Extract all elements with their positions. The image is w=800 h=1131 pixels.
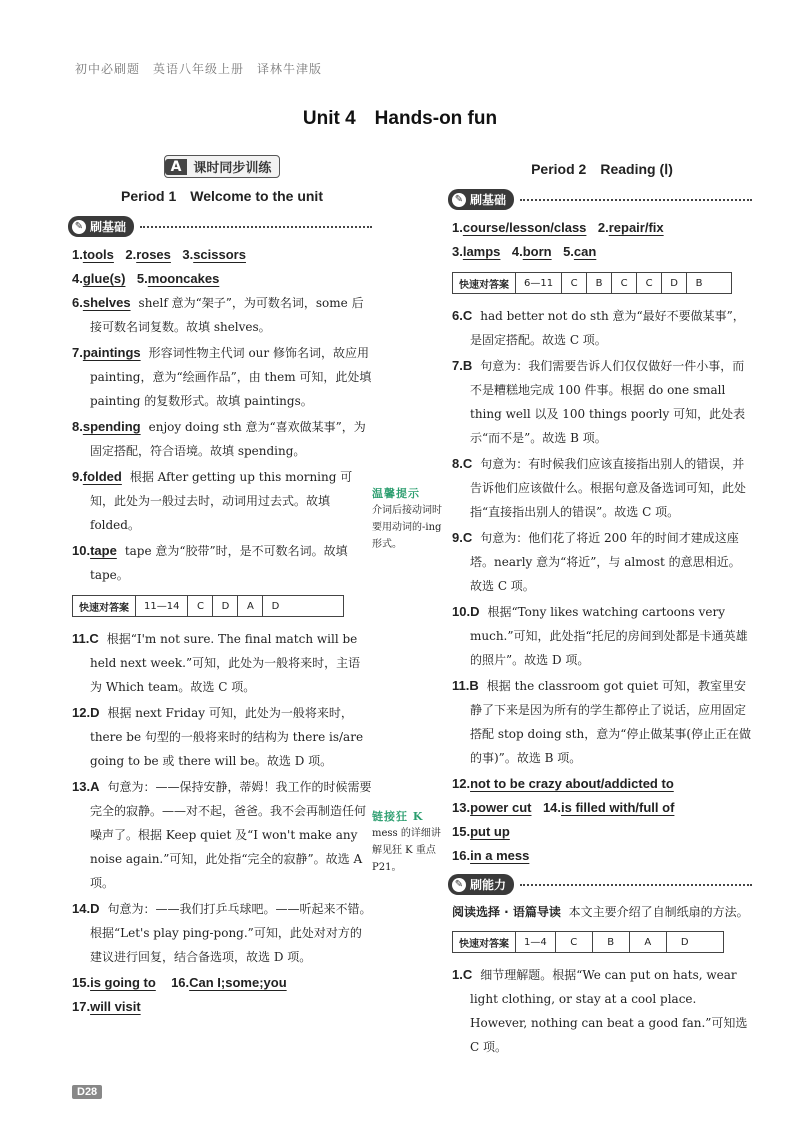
pen-icon: ✎ bbox=[72, 220, 86, 234]
ability-tag-label: 刷能力 bbox=[470, 878, 507, 892]
answer-text: tools bbox=[82, 247, 114, 262]
answer-key: D bbox=[470, 604, 480, 619]
item-number: 1. bbox=[72, 247, 83, 262]
answer-key: C bbox=[462, 456, 473, 471]
dotted-divider bbox=[520, 884, 752, 886]
answer-text: scissors bbox=[193, 247, 246, 262]
quick-answer-range: 11—14 bbox=[136, 596, 188, 616]
dotted-divider bbox=[140, 226, 372, 228]
explanation-item bbox=[72, 539, 372, 587]
quick-answer-table bbox=[452, 931, 724, 953]
item-number: 7. bbox=[452, 358, 463, 373]
answer-text: put up bbox=[470, 824, 510, 839]
banner-label: 课时同步训练 bbox=[193, 161, 272, 176]
answer-row bbox=[452, 844, 752, 868]
explanation-item bbox=[452, 304, 752, 352]
answer-text: is filled with/full of bbox=[561, 800, 675, 815]
item-number: 5. bbox=[136, 271, 148, 286]
item-number: 6. bbox=[72, 295, 83, 310]
answer-row bbox=[72, 995, 372, 1019]
basic-tag-label: 刷基础 bbox=[470, 193, 507, 207]
explanation-item bbox=[452, 963, 752, 1059]
answer-row bbox=[72, 971, 372, 995]
period-2-title: Period 2 Reading (Ⅰ) bbox=[531, 161, 673, 177]
answer-row bbox=[452, 216, 752, 240]
answer-key: C bbox=[462, 530, 473, 545]
answer-key: D bbox=[90, 705, 100, 720]
explanation-text: 根据“I'm not sure. The final match will be held next week.”可知，此处为一般将来时，主语为 Which team。故选 C 项。 bbox=[90, 632, 361, 694]
banner-box bbox=[164, 155, 281, 178]
quick-answer-cell: C bbox=[637, 273, 662, 293]
item-number: 13. bbox=[72, 779, 91, 794]
right-column bbox=[452, 155, 752, 1061]
answer-key: B bbox=[469, 678, 479, 693]
explanation-item bbox=[452, 452, 752, 524]
item-number: 17. bbox=[72, 999, 91, 1014]
explanation-item bbox=[72, 465, 372, 537]
explanation-item bbox=[72, 701, 372, 773]
answer-text: mooncakes bbox=[147, 271, 220, 286]
explanation-item bbox=[452, 526, 752, 598]
dotted-divider bbox=[520, 199, 752, 201]
answer-text: can bbox=[573, 244, 597, 259]
banner-letter: A bbox=[165, 159, 188, 175]
explanation-text: 句意为：——保持安静，蒂姆！我工作的时候需要完全的寂静。——对不起，爸爸。我不会再制造任何噪声了。根据 Keep quiet 及“I won't make any noise again.”可知，此处指“完全的寂静”。故选 A 项。 bbox=[90, 780, 372, 890]
item-number: 4. bbox=[511, 244, 523, 259]
item-number: 9. bbox=[72, 469, 83, 484]
section-banner bbox=[72, 155, 372, 178]
item-number: 3. bbox=[452, 244, 463, 259]
explanation-item bbox=[72, 897, 372, 969]
explanation-item bbox=[72, 415, 372, 463]
item-number: 11. bbox=[452, 678, 470, 693]
explanation-item bbox=[72, 341, 372, 413]
quick-answer-label: 快速对答案 bbox=[73, 596, 136, 616]
explanation-text: 细节理解题。根据“We can put on hats, wear light clothing, or stay at a cool place. However, nothing can beat a good fan.”可知选 C 项。 bbox=[470, 968, 748, 1054]
pen-icon: ✎ bbox=[452, 878, 466, 892]
unit-title: Unit 4 Hands-on fun bbox=[302, 108, 498, 129]
item-number: 11. bbox=[72, 631, 90, 646]
tag-row-basic bbox=[68, 216, 372, 237]
answer-text: will visit bbox=[90, 999, 141, 1014]
item-number: 16. bbox=[171, 975, 190, 990]
item-number: 2. bbox=[597, 220, 609, 235]
quick-answer-cell: D bbox=[680, 936, 689, 948]
item-number: 13. bbox=[452, 800, 471, 815]
explanation-text: 句意为：我们需要告诉人们仅仅做好一件小事，而不是糟糕地完成 100 件事。根据 do one small thing well 以及 100 things poorly 可知，此处表示“而不是”。故选 B 项。 bbox=[470, 359, 746, 445]
quick-answer-label: 快速对答案 bbox=[453, 273, 516, 293]
item-number: 3. bbox=[182, 247, 194, 262]
item-number: 9. bbox=[452, 530, 463, 545]
item-number: 8. bbox=[72, 419, 83, 434]
page-number: D28 bbox=[72, 1085, 102, 1099]
quick-answer-cell: D bbox=[662, 273, 687, 293]
item-number: 1. bbox=[452, 967, 463, 982]
answer-text: not to be crazy about/addicted to bbox=[470, 776, 674, 791]
answer-key: paintings bbox=[82, 345, 141, 360]
answer-row bbox=[452, 240, 752, 264]
item-number: 14. bbox=[72, 901, 91, 916]
explanation-text: had better not do sth 意为“最好不要做某事”，是固定搭配。故选 C 项。 bbox=[470, 309, 745, 347]
quick-answer-cell: C bbox=[556, 932, 593, 952]
item-number: 15. bbox=[452, 824, 471, 839]
quick-answer-range: 1—4 bbox=[516, 932, 556, 952]
quick-answer-cell: D bbox=[271, 600, 280, 612]
quick-answer-cell: C bbox=[188, 596, 213, 616]
explanation-text: 句意为：他们花了将近 200 年的时间才建成这座塔。nearly 意为“将近”，与 almost 的意思相近。故选 C 项。 bbox=[470, 531, 741, 593]
answer-row bbox=[452, 772, 752, 796]
tag-row-basic bbox=[448, 189, 752, 210]
answer-text: Can I;some;you bbox=[189, 975, 287, 990]
reading-label: 阅读选择 · 语篇导读 bbox=[452, 905, 561, 919]
answer-key: D bbox=[90, 901, 100, 916]
link-text: mess 的详细讲解见狂 K 重点 P21。 bbox=[372, 828, 441, 873]
quick-answer-cell: D bbox=[213, 596, 238, 616]
answer-row bbox=[72, 267, 372, 291]
answer-key: tape bbox=[90, 543, 117, 558]
quick-answer-table bbox=[72, 595, 344, 617]
quick-answer-cell: A bbox=[238, 596, 263, 616]
answer-row bbox=[452, 796, 752, 820]
answer-text: in a mess bbox=[470, 848, 530, 863]
quick-answer-table bbox=[452, 272, 732, 294]
item-number: 7. bbox=[72, 345, 83, 360]
reading-intro bbox=[452, 901, 752, 923]
item-number: 8. bbox=[452, 456, 463, 471]
answer-text: repair/fix bbox=[608, 220, 664, 235]
quick-answer-range: 6—11 bbox=[516, 273, 562, 293]
margin-spacer bbox=[372, 553, 448, 808]
explanation-text: shelf 意为“架子”，为可数名词，some 后接可数名词复数。故填 shelves。 bbox=[90, 296, 364, 334]
item-number: 5. bbox=[563, 244, 574, 259]
item-number: 16. bbox=[452, 848, 471, 863]
explanation-item bbox=[452, 354, 752, 450]
reading-summary: 本文主要介绍了自制纸扇的方法。 bbox=[568, 905, 749, 919]
item-number: 10. bbox=[452, 604, 471, 619]
item-number: 14. bbox=[542, 800, 562, 815]
answer-row bbox=[452, 820, 752, 844]
answer-text: lamps bbox=[462, 244, 501, 259]
explanation-item bbox=[72, 627, 372, 699]
ability-tag bbox=[448, 874, 514, 895]
quick-answer-cell: C bbox=[562, 273, 587, 293]
explanation-item bbox=[452, 600, 752, 672]
item-number: 1. bbox=[452, 220, 463, 235]
basic-tag-label: 刷基础 bbox=[90, 220, 127, 234]
basic-tag bbox=[448, 189, 514, 210]
explanation-item bbox=[72, 291, 372, 339]
explanation-item bbox=[452, 674, 752, 770]
tip-title: 温馨提示 bbox=[372, 487, 420, 500]
pen-icon: ✎ bbox=[452, 193, 466, 207]
quick-answer-cell: B bbox=[695, 277, 703, 289]
basic-tag bbox=[68, 216, 134, 237]
answer-key: B bbox=[462, 358, 473, 373]
answer-key: folded bbox=[82, 469, 122, 484]
explanation-text: 句意为：有时候我们应该直接指出别人的错误，并告诉他们应该做什么。根据句意及备选词可知，此处指“直接指出别人的错误”。故选 C 项。 bbox=[470, 457, 747, 519]
quick-answer-cell: C bbox=[612, 273, 637, 293]
item-number: 6. bbox=[452, 308, 463, 323]
explanation-text: 根据“Tony likes watching cartoons very much.”可知，此处指“托尼的房间到处都是卡通英雄的照片”。故选 D 项。 bbox=[470, 605, 748, 667]
answer-text: is going to bbox=[90, 975, 156, 990]
margin-notes bbox=[372, 485, 448, 876]
item-number: 15. bbox=[72, 975, 91, 990]
explanation-text: 根据 the classroom got quiet 可知，教室里安静了下来是因为所有的学生都停止了说话，应用固定搭配 stop doing sth，意为“停止做某事(停止正在做的事)”。故选 B 项。 bbox=[470, 679, 752, 765]
explanation-text: enjoy doing sth 意为“喜欢做某事”，为固定搭配，符合语境。故填 spending。 bbox=[90, 420, 366, 458]
period-1-title: Period 1 Welcome to the unit bbox=[121, 188, 323, 204]
answer-row bbox=[72, 243, 372, 267]
answer-key: A bbox=[90, 779, 100, 794]
item-number: 2. bbox=[125, 247, 137, 262]
explanation-text: 根据 After getting up this morning 可知，此处为一般过去时，动词用过去式。故填 folded。 bbox=[90, 470, 353, 532]
left-column bbox=[72, 155, 372, 1019]
quick-answer-label: 快速对答案 bbox=[453, 932, 516, 952]
answer-key: C bbox=[462, 967, 473, 982]
quick-answer-cell: B bbox=[587, 273, 612, 293]
answer-text: glue(s) bbox=[82, 271, 126, 286]
link-title: 链接狂 K bbox=[372, 810, 424, 823]
explanation-item bbox=[72, 775, 372, 895]
answer-key: shelves bbox=[82, 295, 131, 310]
explanation-text: 根据 next Friday 可知，此处为一般将来时，there be 句型的一般将来时的结构为 there is/are going to be 或 there will be。故选 D 项。 bbox=[90, 706, 364, 768]
running-header: 初中必刷题 英语八年级上册 译林牛津版 bbox=[75, 62, 323, 76]
item-number: 4. bbox=[72, 271, 83, 286]
answer-key: C bbox=[89, 631, 99, 646]
explanation-text: 形容词性物主代词 our 修饰名词，故应用 painting，意为“绘画作品”，由 them 可知，此处填 painting 的复数形式。故填 paintings。 bbox=[90, 346, 372, 408]
tip-text: 介词后接动词时要用动词的-ing形式。 bbox=[372, 505, 442, 550]
answer-text: roses bbox=[136, 247, 171, 262]
quick-answer-cell: A bbox=[630, 932, 667, 952]
explanation-text: 句意为：——我们打乒乓球吧。——听起来不错。根据“Let's play ping-pong.”可知，此处对对方的建议进行回复，结合备选项，故选 D 项。 bbox=[90, 902, 372, 964]
tag-row-ability bbox=[448, 874, 752, 895]
answer-text: power cut bbox=[470, 800, 532, 815]
answer-text: course/lesson/class bbox=[462, 220, 587, 235]
explanation-text: tape 意为“胶带”时，是不可数名词。故填 tape。 bbox=[90, 544, 348, 582]
item-number: 12. bbox=[452, 776, 471, 791]
item-number: 12. bbox=[72, 705, 91, 720]
item-number: 10. bbox=[72, 543, 91, 558]
answer-text: born bbox=[522, 244, 552, 259]
answer-key: C bbox=[462, 308, 473, 323]
quick-answer-cell: B bbox=[593, 932, 630, 952]
answer-key: spending bbox=[82, 419, 141, 434]
